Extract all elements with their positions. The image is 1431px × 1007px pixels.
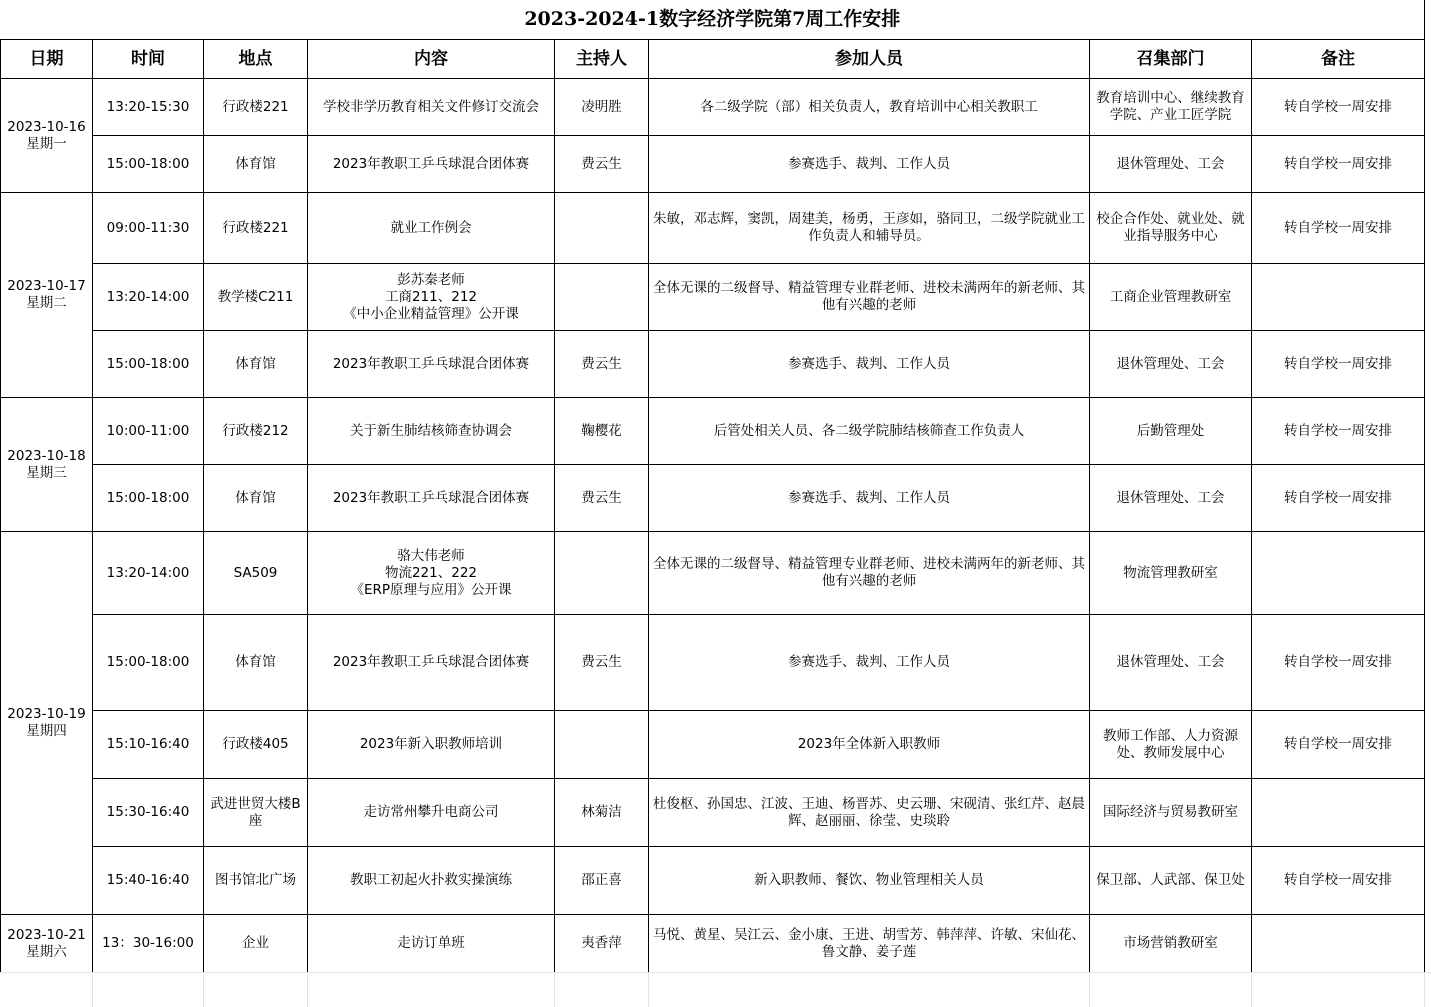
- department-cell: 教师工作部、人力资源处、教师发展中心: [1090, 711, 1252, 779]
- remark-cell: 转自学校一周安排: [1252, 331, 1425, 398]
- content-line: 工商211、212: [384, 288, 478, 305]
- place-cell: 企业: [204, 915, 308, 973]
- table-row: [1, 711, 1425, 779]
- date-cell: [1, 193, 93, 398]
- time-cell: 13：30-16:00: [93, 915, 204, 973]
- header-date: 日期: [1, 40, 93, 79]
- time-cell: 13:20-14:00: [93, 532, 204, 615]
- date-text: 2023-10-21: [7, 926, 86, 943]
- time-cell: 15:40-16:40: [93, 847, 204, 915]
- content-line: 彭苏秦老师: [397, 271, 465, 288]
- department-cell: 退休管理处、工会: [1090, 465, 1252, 532]
- time-cell: 15:00-18:00: [93, 136, 204, 193]
- title-row: [1, 0, 1425, 40]
- content-cell: 就业工作例会: [308, 193, 555, 264]
- place-cell: 行政楼221: [204, 193, 308, 264]
- date-text: 2023-10-16: [7, 118, 86, 135]
- header-place: 地点: [204, 40, 308, 79]
- attendees-cell: 杜俊枢、孙国忠、江波、王迪、杨晋苏、史云珊、宋砚清、张红芹、赵晨辉、赵丽丽、徐莹、史琰聆: [649, 779, 1090, 847]
- attendees-cell: 参赛选手、裁判、工作人员: [649, 136, 1090, 193]
- attendees-cell: 朱敏，邓志辉，窦凯，周建美，杨勇，王彦如，骆同卫，二级学院就业工作负责人和辅导员。: [649, 193, 1090, 264]
- header-host: 主持人: [555, 40, 649, 79]
- date-cell: [1, 532, 93, 915]
- host-cell: [555, 193, 649, 264]
- content-cell: [308, 532, 555, 615]
- date-text: 2023-10-17: [7, 278, 86, 294]
- page-title: 2023-2024-1数字经济学院第7周工作安排: [1, 0, 1425, 40]
- remark-cell: 转自学校一周安排: [1252, 79, 1425, 136]
- time-cell: 09:00-11:30: [93, 193, 204, 264]
- content-cell: 2023年新入职教师培训: [308, 711, 555, 779]
- time-cell: 15:30-16:40: [93, 779, 204, 847]
- time-cell: 10:00-11:00: [93, 398, 204, 465]
- department-cell: 国际经济与贸易教研室: [1090, 779, 1252, 847]
- table-row: [1, 193, 1425, 264]
- header-attendees: 参加人员: [649, 40, 1090, 79]
- time-cell: 13:20-14:00: [93, 264, 204, 331]
- department-cell: 后勤管理处: [1090, 398, 1252, 465]
- remark-cell: [1252, 264, 1425, 331]
- time-cell: 13:20-15:30: [93, 79, 204, 136]
- weekday-text: 星期一: [26, 135, 67, 152]
- place-cell: 武进世贸大楼B座: [204, 779, 308, 847]
- place-cell: 体育馆: [204, 615, 308, 711]
- header-row: [1, 40, 1425, 79]
- department-cell: 保卫部、人武部、保卫处: [1090, 847, 1252, 915]
- content-cell: 2023年教职工乒乓球混合团体赛: [308, 331, 555, 398]
- time-cell: 15:00-18:00: [93, 331, 204, 398]
- header-time: 时间: [93, 40, 204, 79]
- department-cell: 校企合作处、就业处、就业指导服务中心: [1090, 193, 1252, 264]
- table-row: [1, 465, 1425, 532]
- header-content: 内容: [308, 40, 555, 79]
- remark-cell: 转自学校一周安排: [1252, 847, 1425, 915]
- date-cell: [1, 79, 93, 193]
- table-row: [1, 915, 1425, 973]
- place-cell: 行政楼221: [204, 79, 308, 136]
- department-cell: 退休管理处、工会: [1090, 136, 1252, 193]
- content-cell: 教职工初起火扑救实操演练: [308, 847, 555, 915]
- date-cell: [1, 915, 93, 973]
- host-cell: 费云生: [555, 136, 649, 193]
- host-cell: 费云生: [555, 331, 649, 398]
- host-cell: 夷香萍: [555, 915, 649, 973]
- place-cell: 教学楼C211: [204, 264, 308, 331]
- content-cell: 学校非学历教育相关文件修订交流会: [308, 79, 555, 136]
- place-cell: 行政楼212: [204, 398, 308, 465]
- host-cell: [555, 711, 649, 779]
- time-cell: 15:00-18:00: [93, 615, 204, 711]
- host-cell: 凌明胜: [555, 79, 649, 136]
- table-row: [1, 331, 1425, 398]
- remark-cell: 转自学校一周安排: [1252, 193, 1425, 264]
- host-cell: 邵正喜: [555, 847, 649, 915]
- place-cell: 体育馆: [204, 136, 308, 193]
- department-cell: 教育培训中心、继续教育学院、产业工匠学院: [1090, 79, 1252, 136]
- weekday-text: 星期三: [26, 464, 67, 481]
- weekday-text: 星期六: [26, 943, 67, 960]
- weekday-text: 星期二: [26, 295, 67, 311]
- content-line: 《ERP原理与应用》公开课: [350, 581, 512, 598]
- table-row: [1, 532, 1425, 615]
- remark-cell: 转自学校一周安排: [1252, 615, 1425, 711]
- table-row: [1, 779, 1425, 847]
- weekday-text: 星期四: [26, 723, 67, 739]
- attendees-cell: 2023年全体新入职教师: [649, 711, 1090, 779]
- content-cell: 2023年教职工乒乓球混合团体赛: [308, 465, 555, 532]
- remark-cell: [1252, 779, 1425, 847]
- host-cell: [555, 532, 649, 615]
- attendees-cell: 全体无课的二级督导、精益管理专业群老师、进校未满两年的新老师、其他有兴趣的老师: [649, 264, 1090, 331]
- remark-cell: 转自学校一周安排: [1252, 136, 1425, 193]
- date-text: 2023-10-19: [7, 706, 86, 722]
- content-line: 《中小企业精益管理》公开课: [343, 305, 519, 322]
- host-cell: 费云生: [555, 465, 649, 532]
- attendees-cell: 新入职教师、餐饮、物业管理相关人员: [649, 847, 1090, 915]
- header-remark: 备注: [1252, 40, 1425, 79]
- table-row: [1, 847, 1425, 915]
- remark-cell: 转自学校一周安排: [1252, 398, 1425, 465]
- time-cell: 15:00-18:00: [93, 465, 204, 532]
- attendees-cell: 参赛选手、裁判、工作人员: [649, 331, 1090, 398]
- attendees-cell: 参赛选手、裁判、工作人员: [649, 465, 1090, 532]
- date-text: 2023-10-18: [7, 447, 86, 464]
- remark-cell: [1252, 532, 1425, 615]
- table-row: [1, 136, 1425, 193]
- table-row: [1, 264, 1425, 331]
- attendees-cell: 后管处相关人员、各二级学院肺结核筛查工作负责人: [649, 398, 1090, 465]
- content-cell: [308, 264, 555, 331]
- content-cell: 2023年教职工乒乓球混合团体赛: [308, 615, 555, 711]
- date-cell: [1, 398, 93, 532]
- department-cell: 物流管理教研室: [1090, 532, 1252, 615]
- department-cell: 退休管理处、工会: [1090, 331, 1252, 398]
- department-cell: 工商企业管理教研室: [1090, 264, 1252, 331]
- department-cell: 市场营销教研室: [1090, 915, 1252, 973]
- content-line: 骆大伟老师: [397, 547, 465, 564]
- host-cell: 林菊洁: [555, 779, 649, 847]
- department-cell: 退休管理处、工会: [1090, 615, 1252, 711]
- header-department: 召集部门: [1090, 40, 1252, 79]
- content-cell: 走访订单班: [308, 915, 555, 973]
- host-cell: 费云生: [555, 615, 649, 711]
- host-cell: [555, 264, 649, 331]
- attendees-cell: 参赛选手、裁判、工作人员: [649, 615, 1090, 711]
- content-cell: 关于新生肺结核筛查协调会: [308, 398, 555, 465]
- attendees-cell: 全体无课的二级督导、精益管理专业群老师、进校未满两年的新老师、其他有兴趣的老师: [649, 532, 1090, 615]
- place-cell: 行政楼405: [204, 711, 308, 779]
- remark-cell: 转自学校一周安排: [1252, 711, 1425, 779]
- remark-cell: 转自学校一周安排: [1252, 465, 1425, 532]
- remark-cell: [1252, 915, 1425, 973]
- place-cell: 体育馆: [204, 465, 308, 532]
- table-row: [1, 398, 1425, 465]
- place-cell: 图书馆北广场: [204, 847, 308, 915]
- time-cell: 15:10-16:40: [93, 711, 204, 779]
- content-cell: 走访常州攀升电商公司: [308, 779, 555, 847]
- place-cell: SA509: [204, 532, 308, 615]
- host-cell: 鞠樱花: [555, 398, 649, 465]
- content-line: 物流221、222: [384, 564, 478, 581]
- place-cell: 体育馆: [204, 331, 308, 398]
- attendees-cell: 各二级学院（部）相关负责人，教育培训中心相关教职工: [649, 79, 1090, 136]
- table-row: [1, 615, 1425, 711]
- content-cell: 2023年教职工乒乓球混合团体赛: [308, 136, 555, 193]
- attendees-cell: 马悦、黄星、吴江云、金小康、王进、胡雪芳、韩萍萍、许敏、宋仙花、鲁文静、姜子莲: [649, 915, 1090, 973]
- table-row: [1, 79, 1425, 136]
